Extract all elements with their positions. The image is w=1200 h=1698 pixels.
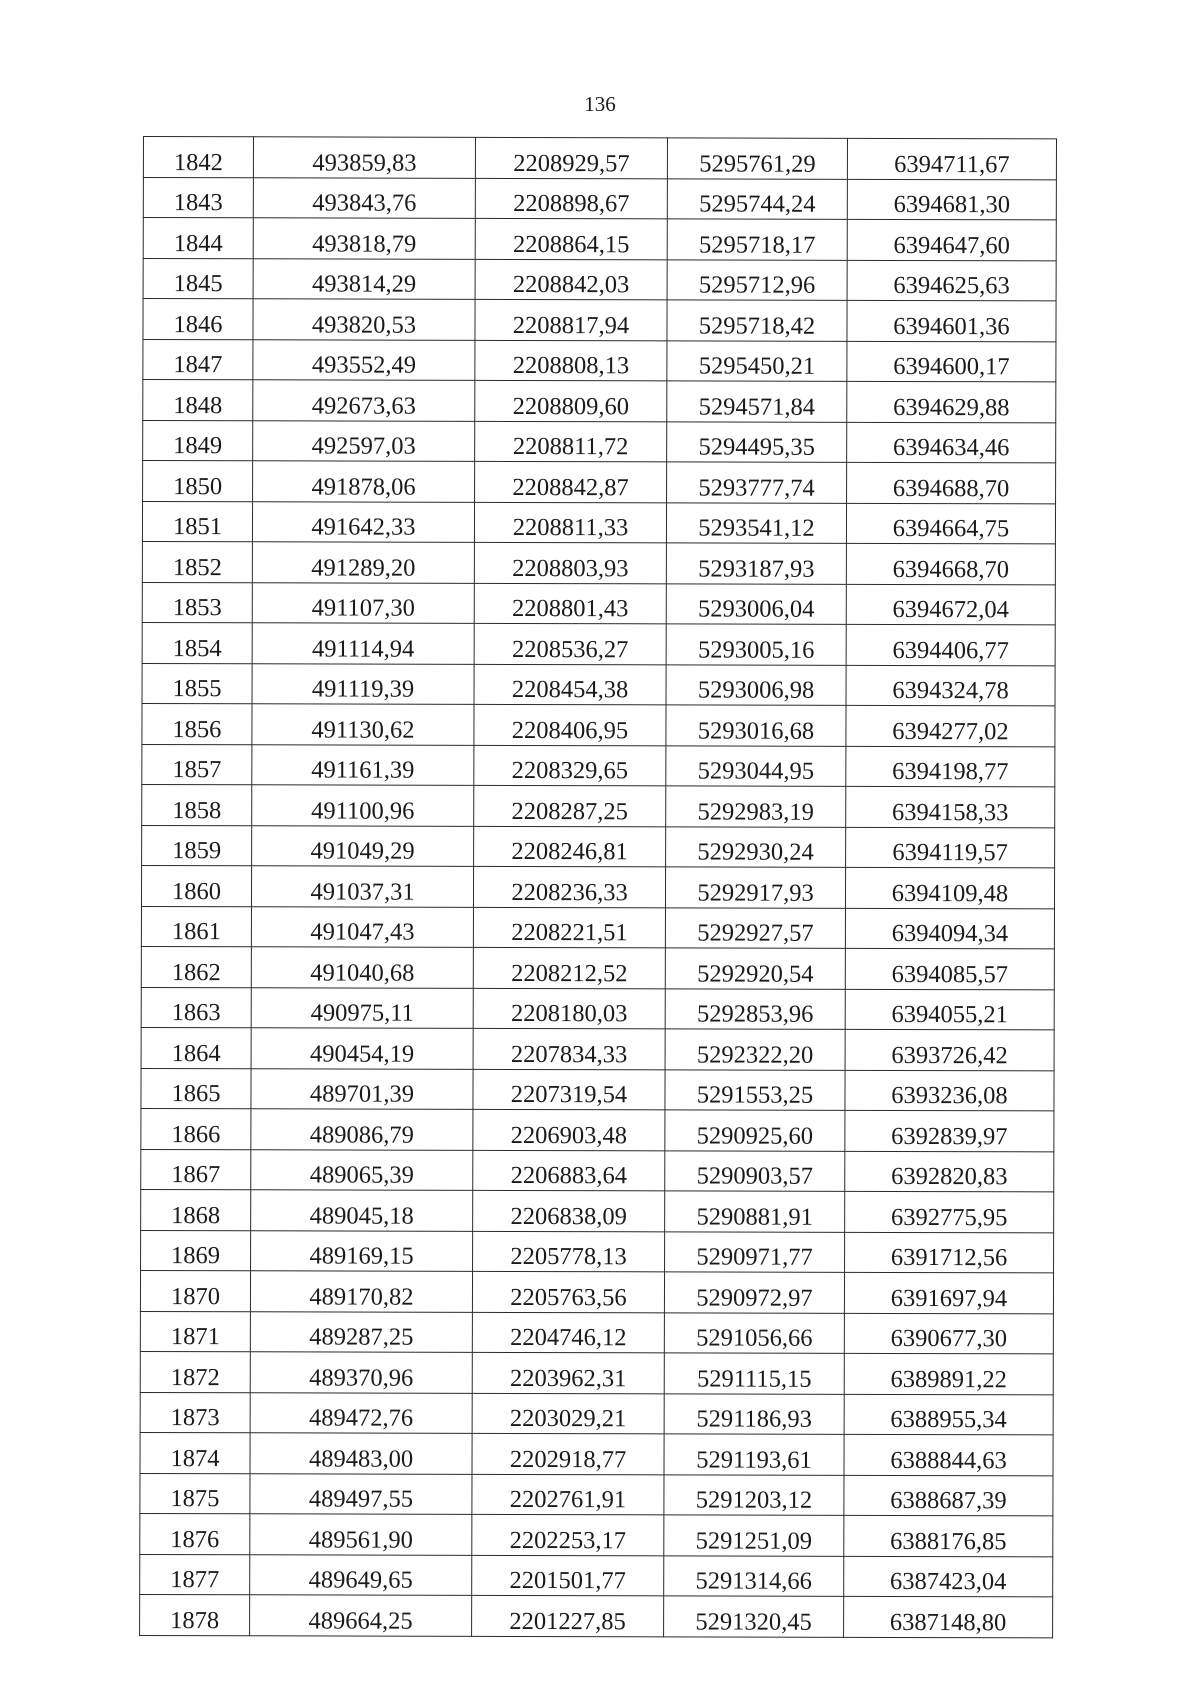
value-cell: 6390677,30 [844,1313,1053,1354]
value-cell: 493843,76 [253,177,475,218]
value-cell: 489086,79 [251,1109,473,1150]
value-cell: 5295718,42 [667,300,847,341]
value-cell: 6394406,77 [846,624,1055,665]
value-cell: 489497,55 [250,1473,472,1514]
table-row [142,622,1055,665]
table-row [140,1311,1053,1354]
value-cell: 2208811,33 [474,502,666,543]
value-cell: 5292322,20 [665,1029,845,1070]
value-cell: 2201227,85 [472,1595,664,1636]
value-cell: 489701,39 [251,1068,473,1109]
table-row [140,1554,1053,1597]
value-cell: 6394664,75 [846,503,1055,544]
value-cell: 6394198,77 [846,746,1055,787]
value-cell: 5293044,95 [666,745,846,786]
value-cell: 2208246,81 [474,826,666,867]
table-row [140,1594,1053,1637]
point-number-cell: 1849 [143,420,253,461]
coordinates-table [139,136,1057,1638]
value-cell: 2208180,03 [473,988,665,1029]
value-cell: 5292920,54 [665,948,845,989]
value-cell: 6387423,04 [844,1556,1053,1597]
point-number-cell: 1845 [143,258,253,299]
point-number-cell: 1857 [142,744,252,785]
value-cell: 493859,83 [253,137,475,178]
value-cell: 5291553,25 [665,1069,845,1110]
value-cell: 6394094,34 [845,908,1054,949]
value-cell: 6394625,63 [847,260,1056,301]
value-cell: 5293187,93 [666,543,846,584]
value-cell: 6394109,48 [845,867,1054,908]
table-row [141,987,1054,1030]
point-number-cell: 1865 [141,1068,251,1109]
value-cell: 2206903,48 [473,1109,665,1150]
table-row [142,541,1055,584]
value-cell: 2206883,64 [473,1150,665,1191]
value-cell: 491642,33 [252,501,474,542]
value-cell: 5293006,04 [666,583,846,624]
point-number-cell: 1874 [140,1432,250,1473]
value-cell: 2207319,54 [473,1069,665,1110]
table-row [141,1068,1054,1111]
value-cell: 491049,29 [252,825,474,866]
value-cell: 491161,39 [252,744,474,785]
point-number-cell: 1855 [142,663,252,704]
value-cell: 5292930,24 [666,826,846,867]
point-number-cell: 1864 [141,1027,251,1068]
point-number-cell: 1863 [141,987,251,1028]
table-row [142,825,1055,868]
table-row [142,703,1055,746]
point-number-cell: 1875 [140,1473,250,1514]
value-cell: 2208287,25 [474,785,666,826]
value-cell: 5291320,45 [664,1596,844,1637]
point-number-cell: 1859 [142,825,252,866]
point-number-cell: 1861 [141,906,251,947]
value-cell: 5290925,60 [665,1110,845,1151]
value-cell: 489170,82 [250,1271,472,1312]
value-cell: 5295744,24 [667,178,847,219]
value-cell: 5295712,96 [667,259,847,300]
point-number-cell: 1873 [140,1392,250,1433]
value-cell: 491107,30 [252,582,474,623]
point-number-cell: 1860 [141,865,251,906]
table-row [143,420,1056,463]
value-cell: 5291193,61 [664,1434,844,1475]
point-number-cell: 1844 [143,218,253,259]
point-number-cell: 1867 [141,1149,251,1190]
value-cell: 6388687,39 [844,1475,1053,1516]
value-cell: 2207834,33 [473,1028,665,1069]
table-row [140,1513,1053,1556]
point-number-cell: 1871 [140,1311,250,1352]
value-cell: 6394681,30 [847,179,1056,220]
value-cell: 2202918,77 [472,1433,664,1474]
value-cell: 2208929,57 [475,137,667,178]
point-number-cell: 1843 [143,177,253,218]
value-cell: 2208809,60 [475,380,667,421]
value-cell: 5295718,17 [667,219,847,260]
point-number-cell: 1878 [140,1594,250,1635]
value-cell: 5293016,68 [666,705,846,746]
value-cell: 2208817,94 [475,299,667,340]
value-cell: 6394085,57 [845,948,1054,989]
value-cell: 6394688,70 [847,462,1056,503]
value-cell: 491114,94 [252,623,474,664]
value-cell: 490975,11 [251,987,473,1028]
value-cell: 6394277,02 [846,705,1055,746]
point-number-cell: 1858 [142,784,252,825]
value-cell: 493820,53 [253,299,475,340]
value-cell: 493818,79 [253,218,475,259]
value-cell: 5291115,15 [664,1353,844,1394]
value-cell: 491130,62 [252,704,474,745]
value-cell: 491040,68 [251,947,473,988]
value-cell: 2202761,91 [472,1474,664,1515]
value-cell: 6392775,95 [845,1191,1054,1232]
point-number-cell: 1856 [142,703,252,744]
value-cell: 2208842,03 [475,259,667,300]
point-number-cell: 1854 [142,622,252,663]
value-cell: 6393726,42 [845,1029,1054,1070]
value-cell: 2206838,09 [473,1190,665,1231]
value-cell: 5295450,21 [667,340,847,381]
value-cell: 2208329,65 [474,745,666,786]
value-cell: 5292983,19 [666,786,846,827]
value-cell: 5294571,84 [667,381,847,422]
table-row [142,582,1055,625]
point-number-cell: 1851 [142,501,252,542]
value-cell: 6389891,22 [844,1353,1053,1394]
value-cell: 491047,43 [251,906,473,947]
value-cell: 492597,03 [253,420,475,461]
point-number-cell: 1870 [140,1270,250,1311]
value-cell: 491100,96 [252,785,474,826]
value-cell: 489483,00 [250,1433,472,1474]
value-cell: 491119,39 [252,663,474,704]
value-cell: 2208811,72 [475,421,667,462]
value-cell: 6394055,21 [845,989,1054,1030]
point-number-cell: 1872 [140,1351,250,1392]
value-cell: 5291186,93 [664,1393,844,1434]
value-cell: 5292917,93 [665,867,845,908]
point-number-cell: 1869 [141,1230,251,1271]
value-cell: 6388955,34 [844,1394,1053,1435]
table-row [143,461,1056,504]
table-row [143,339,1056,382]
table-row [141,1189,1054,1232]
value-cell: 6392839,97 [845,1110,1054,1151]
value-cell: 5294495,35 [667,421,847,462]
point-number-cell: 1852 [142,541,252,582]
point-number-cell: 1876 [140,1513,250,1554]
value-cell: 5292927,57 [665,907,845,948]
point-number-cell: 1842 [143,137,253,178]
point-number-cell: 1866 [141,1108,251,1149]
value-cell: 489664,25 [250,1595,472,1636]
value-cell: 6392820,83 [845,1151,1054,1192]
table-row [143,177,1056,220]
value-cell: 5293005,16 [666,624,846,665]
value-cell: 6391712,56 [845,1232,1054,1273]
value-cell: 6394672,04 [846,584,1055,625]
value-cell: 2208406,95 [474,704,666,745]
value-cell: 6394629,88 [847,381,1056,422]
value-cell: 5291314,66 [664,1555,844,1596]
table-row [143,380,1056,423]
value-cell: 2208864,15 [475,218,667,259]
value-cell: 2208842,87 [475,461,667,502]
value-cell: 492673,63 [253,380,475,421]
point-number-cell: 1877 [140,1554,250,1595]
value-cell: 489472,76 [250,1392,472,1433]
value-cell: 489065,39 [251,1149,473,1190]
value-cell: 489287,25 [250,1311,472,1352]
point-number-cell: 1846 [143,299,253,340]
point-number-cell: 1848 [143,380,253,421]
value-cell: 5290881,91 [665,1191,845,1232]
value-cell: 2203962,31 [472,1352,664,1393]
table-row [142,663,1055,706]
value-cell: 6394600,17 [847,341,1056,382]
value-cell: 6388176,85 [844,1515,1053,1556]
value-cell: 5291251,09 [664,1515,844,1556]
value-cell: 5292853,96 [665,988,845,1029]
table-row [140,1270,1053,1313]
value-cell: 6394158,33 [846,786,1055,827]
value-cell: 2208221,51 [473,907,665,948]
point-number-cell: 1868 [141,1189,251,1230]
value-cell: 6387148,80 [844,1596,1053,1637]
value-cell: 2208801,43 [474,583,666,624]
value-cell: 493814,29 [253,258,475,299]
value-cell: 5293777,74 [667,462,847,503]
value-cell: 6394668,70 [846,543,1055,584]
table-row [143,137,1056,180]
value-cell: 5290972,97 [664,1272,844,1313]
value-cell: 491037,31 [251,866,473,907]
value-cell: 6394601,36 [847,300,1056,341]
value-cell: 491878,06 [253,461,475,502]
value-cell: 489169,15 [251,1230,473,1271]
value-cell: 491289,20 [252,542,474,583]
table-row [140,1351,1053,1394]
value-cell: 5290971,77 [665,1231,845,1272]
point-number-cell: 1850 [143,461,253,502]
value-cell: 6393236,08 [845,1070,1054,1111]
coordinates-table-body [140,137,1057,1638]
table-row [141,906,1054,949]
value-cell: 2208803,93 [474,542,666,583]
value-cell: 2208454,38 [474,664,666,705]
value-cell: 2202253,17 [472,1514,664,1555]
value-cell: 2208808,13 [475,340,667,381]
value-cell: 2208236,33 [473,866,665,907]
table-row [141,1027,1054,1070]
page-number: 136 [584,92,616,116]
value-cell: 489370,96 [250,1352,472,1393]
value-cell: 2201501,77 [472,1555,664,1596]
table-row [141,865,1054,908]
table-row [143,218,1056,261]
value-cell: 6394634,46 [847,422,1056,463]
value-cell: 6388844,63 [844,1434,1053,1475]
value-cell: 6394647,60 [847,219,1056,260]
value-cell: 5293006,98 [666,664,846,705]
value-cell: 6394711,67 [847,138,1056,179]
value-cell: 5293541,12 [666,502,846,543]
table-row [142,744,1055,787]
table-row [143,258,1056,301]
value-cell: 2208536,27 [474,623,666,664]
value-cell: 6394119,57 [846,827,1055,868]
value-cell: 2208898,67 [475,178,667,219]
table-row [142,501,1055,544]
table-row [141,1230,1054,1273]
point-number-cell: 1862 [141,946,251,987]
value-cell: 5290903,57 [665,1150,845,1191]
table-row [142,784,1055,827]
point-number-cell: 1847 [143,339,253,380]
value-cell: 493552,49 [253,339,475,380]
value-cell: 5295761,29 [667,138,847,179]
value-cell: 5291056,66 [664,1312,844,1353]
value-cell: 2208212,52 [473,947,665,988]
value-cell: 6394324,78 [846,665,1055,706]
table-row [141,946,1054,989]
table-row [141,1149,1054,1192]
value-cell: 489561,90 [250,1514,472,1555]
table-row [140,1392,1053,1435]
table-row [141,1108,1054,1151]
value-cell: 489649,65 [250,1554,472,1595]
value-cell: 2205778,13 [473,1231,665,1272]
value-cell: 489045,18 [251,1190,473,1231]
table-row [140,1473,1053,1516]
value-cell: 490454,19 [251,1028,473,1069]
value-cell: 2205763,56 [472,1271,664,1312]
value-cell: 2203029,21 [472,1393,664,1434]
table-row [143,299,1056,342]
table-row [140,1432,1053,1475]
value-cell: 2204746,12 [472,1312,664,1353]
value-cell: 5291203,12 [664,1474,844,1515]
point-number-cell: 1853 [142,582,252,623]
value-cell: 6391697,94 [844,1272,1053,1313]
